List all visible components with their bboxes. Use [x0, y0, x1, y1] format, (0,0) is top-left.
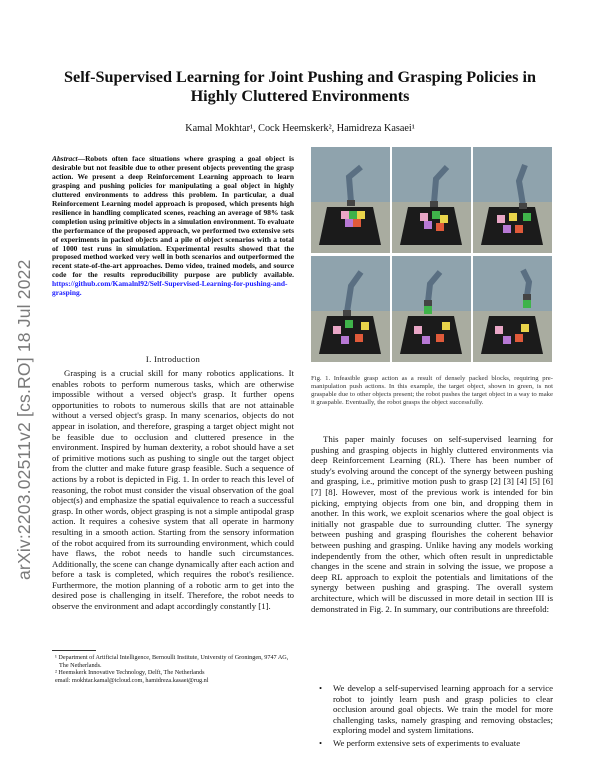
list-item-text: We develop a self-supervised learning approach for a service robot to jointly learn push and grasp policies to clear occlusion around goal objects. We train the model for more challenging tasks, namely grasping and removing obstacles; exploring model and system limitations. — [333, 683, 553, 736]
list-item-text: We perform extensive sets of experiments to evaluate — [333, 737, 521, 748]
footnote: ² Heemskerk Innovative Technology, Delft, The Netherlands — [55, 669, 205, 677]
author-list: Kamal Mokhtar¹, Cock Heemskerk², Hamidreza Kasaei¹ — [185, 123, 415, 134]
paragraph: Grasping is a crucial skill for many robotics applications. It enables robots to perform numerous tasks, which are otherwise impossible without a versed object's grasp. It further opens opportunities to robots to numerous skills that are not attainable without a versed object's grasp. In many scenarios, objects do not appear in isolation, and therefore, grasping a target object might not be feasible due to occlusion and cluttered presence in the environment. Inspired by human dexterity, a robot should have a set of primitive motions such as pushing to single out the target object from the clutter and make future grasp feasible. Such a sequence of actions by a robot is depicted in Fig. 1. In order to reach this level of reasoning, the robot must consider the visual observation of the goal object(s) and emphasize the spatial equivalence to reach a successful grasp. In other words, object grasping is not a simple antipodal grasp action. It requires a cohesive system that all operate in harmony resulting in a smooth action. Starting from the sensory information of the robot acquired from its surrounding environment, which could have flaws, the robot needs to handle such circumstances. Additionally, the scene can change dynamically after each action and before a task is completed, which requires the robot's resilience. Furthermore, the motion planning of a robotic arm to get into the desired pose is challenging in itself. Therefore, the robot needs to observe the environment and adapt accordingly constantly [1]. — [52, 368, 294, 612]
figure-1 — [311, 147, 553, 363]
abstract-text: —Robots often face situations where grasping a goal object is desirable but not feasible due to other present objects preventing the grasp action. We present a deep Reinforcement Learning approach to learn grasping and pushing policies for manipulating a goal object in highly cluttered environments to address this problem. In particular, a dual Reinforcement Learning model approach is proposed, which presents high resilience in handling complicated scenes, reaching an average of 98% task completion using primitive objects in a simulation environment. To evaluate the performance of the proposed approach, we performed two extensive sets of experiments in packed objects and a pile of object scenarios with a total of 1000 test runs in simulation. Experimental results showed that the proposed method worked very well in both scenarios and outperformed the recent state-of-the-art approaches. Demo video, trained models, and source code for the results reproducibility purpose are publicly available. — [52, 154, 294, 280]
footnotes — [52, 654, 294, 684]
footnote: email: mokhtar.kamal@icloud.com, hamidreza.kasaei@rug.nl — [55, 676, 209, 684]
paragraph: This paper mainly focuses on self-supervised learning for pushing and grasping objects in highly cluttered environments via deep Reinforcement Learning (RL). There has been number of study's evolving around the concept of the synergy between pushing and grasping, i.e., primitive motion push to grasp [2] [3] [4] [5] [6] [7] [8]. However, most of the previous work is intended for bin picking, emptying objects from one bin, and dropping them in another. In this work, we exploit scenarios where the goal object is initially not graspable due to surrounding clutter. The synergy between pushing and grasping flourishes the coherent behavior between pushing and grasping. Unlike having any models working independently from the other, which often result in unpredictable changes in the scene and strain in solving the issue, we propose a deep RL approach to exploit the potentials and limitations of the synergy between pushing and grasping. The overall system architecture, which will be discussed in more detail in section III is demonstrated in Fig. 2. In summary, our contributions are threefold: — [311, 434, 553, 614]
introduction-text — [52, 368, 294, 612]
arxiv-identifier: arXiv:2203.02511v2 [cs.RO] 18 Jul 2022 — [14, 259, 34, 580]
figure-panel — [311, 147, 390, 253]
paper-title: Self-Supervised Learning for Joint Pushing and Grasping Policies in Highly Cluttered Environments — [64, 68, 536, 105]
footnote: ¹ Department of Artificial Intelligence, Bernoulli Institute, University of Groningen, 9747 AG, The Netherlands. — [55, 654, 289, 669]
contribution-list — [311, 683, 553, 751]
figure-panel — [473, 256, 552, 362]
bullet-icon: • — [319, 683, 323, 693]
figure-panel — [311, 256, 390, 362]
bullet-icon: • — [319, 737, 323, 748]
figure-panel — [392, 147, 471, 253]
list-item — [311, 738, 553, 749]
section-heading: I. Introduction — [145, 354, 201, 364]
code-link[interactable]: https://github.com/Kamalnl92/Self-Supervised-Learning-for-pushing-and-grasping. — [52, 279, 288, 298]
list-item — [311, 683, 553, 736]
abstract-lead: Abstract — [52, 154, 78, 163]
figure-panel — [392, 256, 471, 362]
figure-caption: Fig. 1. Infeasible grasp action as a result of densely packed blocks, requiring pre-manipulation push actions. In this example, the target object, shown in green, is not graspable due to other objects present; the robot pushes the target object in a way to make it graspable. Eventually, the robot grasps the object successfully. — [311, 375, 553, 407]
figure-panel — [473, 147, 552, 253]
right-column-text — [311, 434, 553, 614]
footnote-rule — [52, 650, 96, 651]
abstract — [52, 155, 294, 298]
